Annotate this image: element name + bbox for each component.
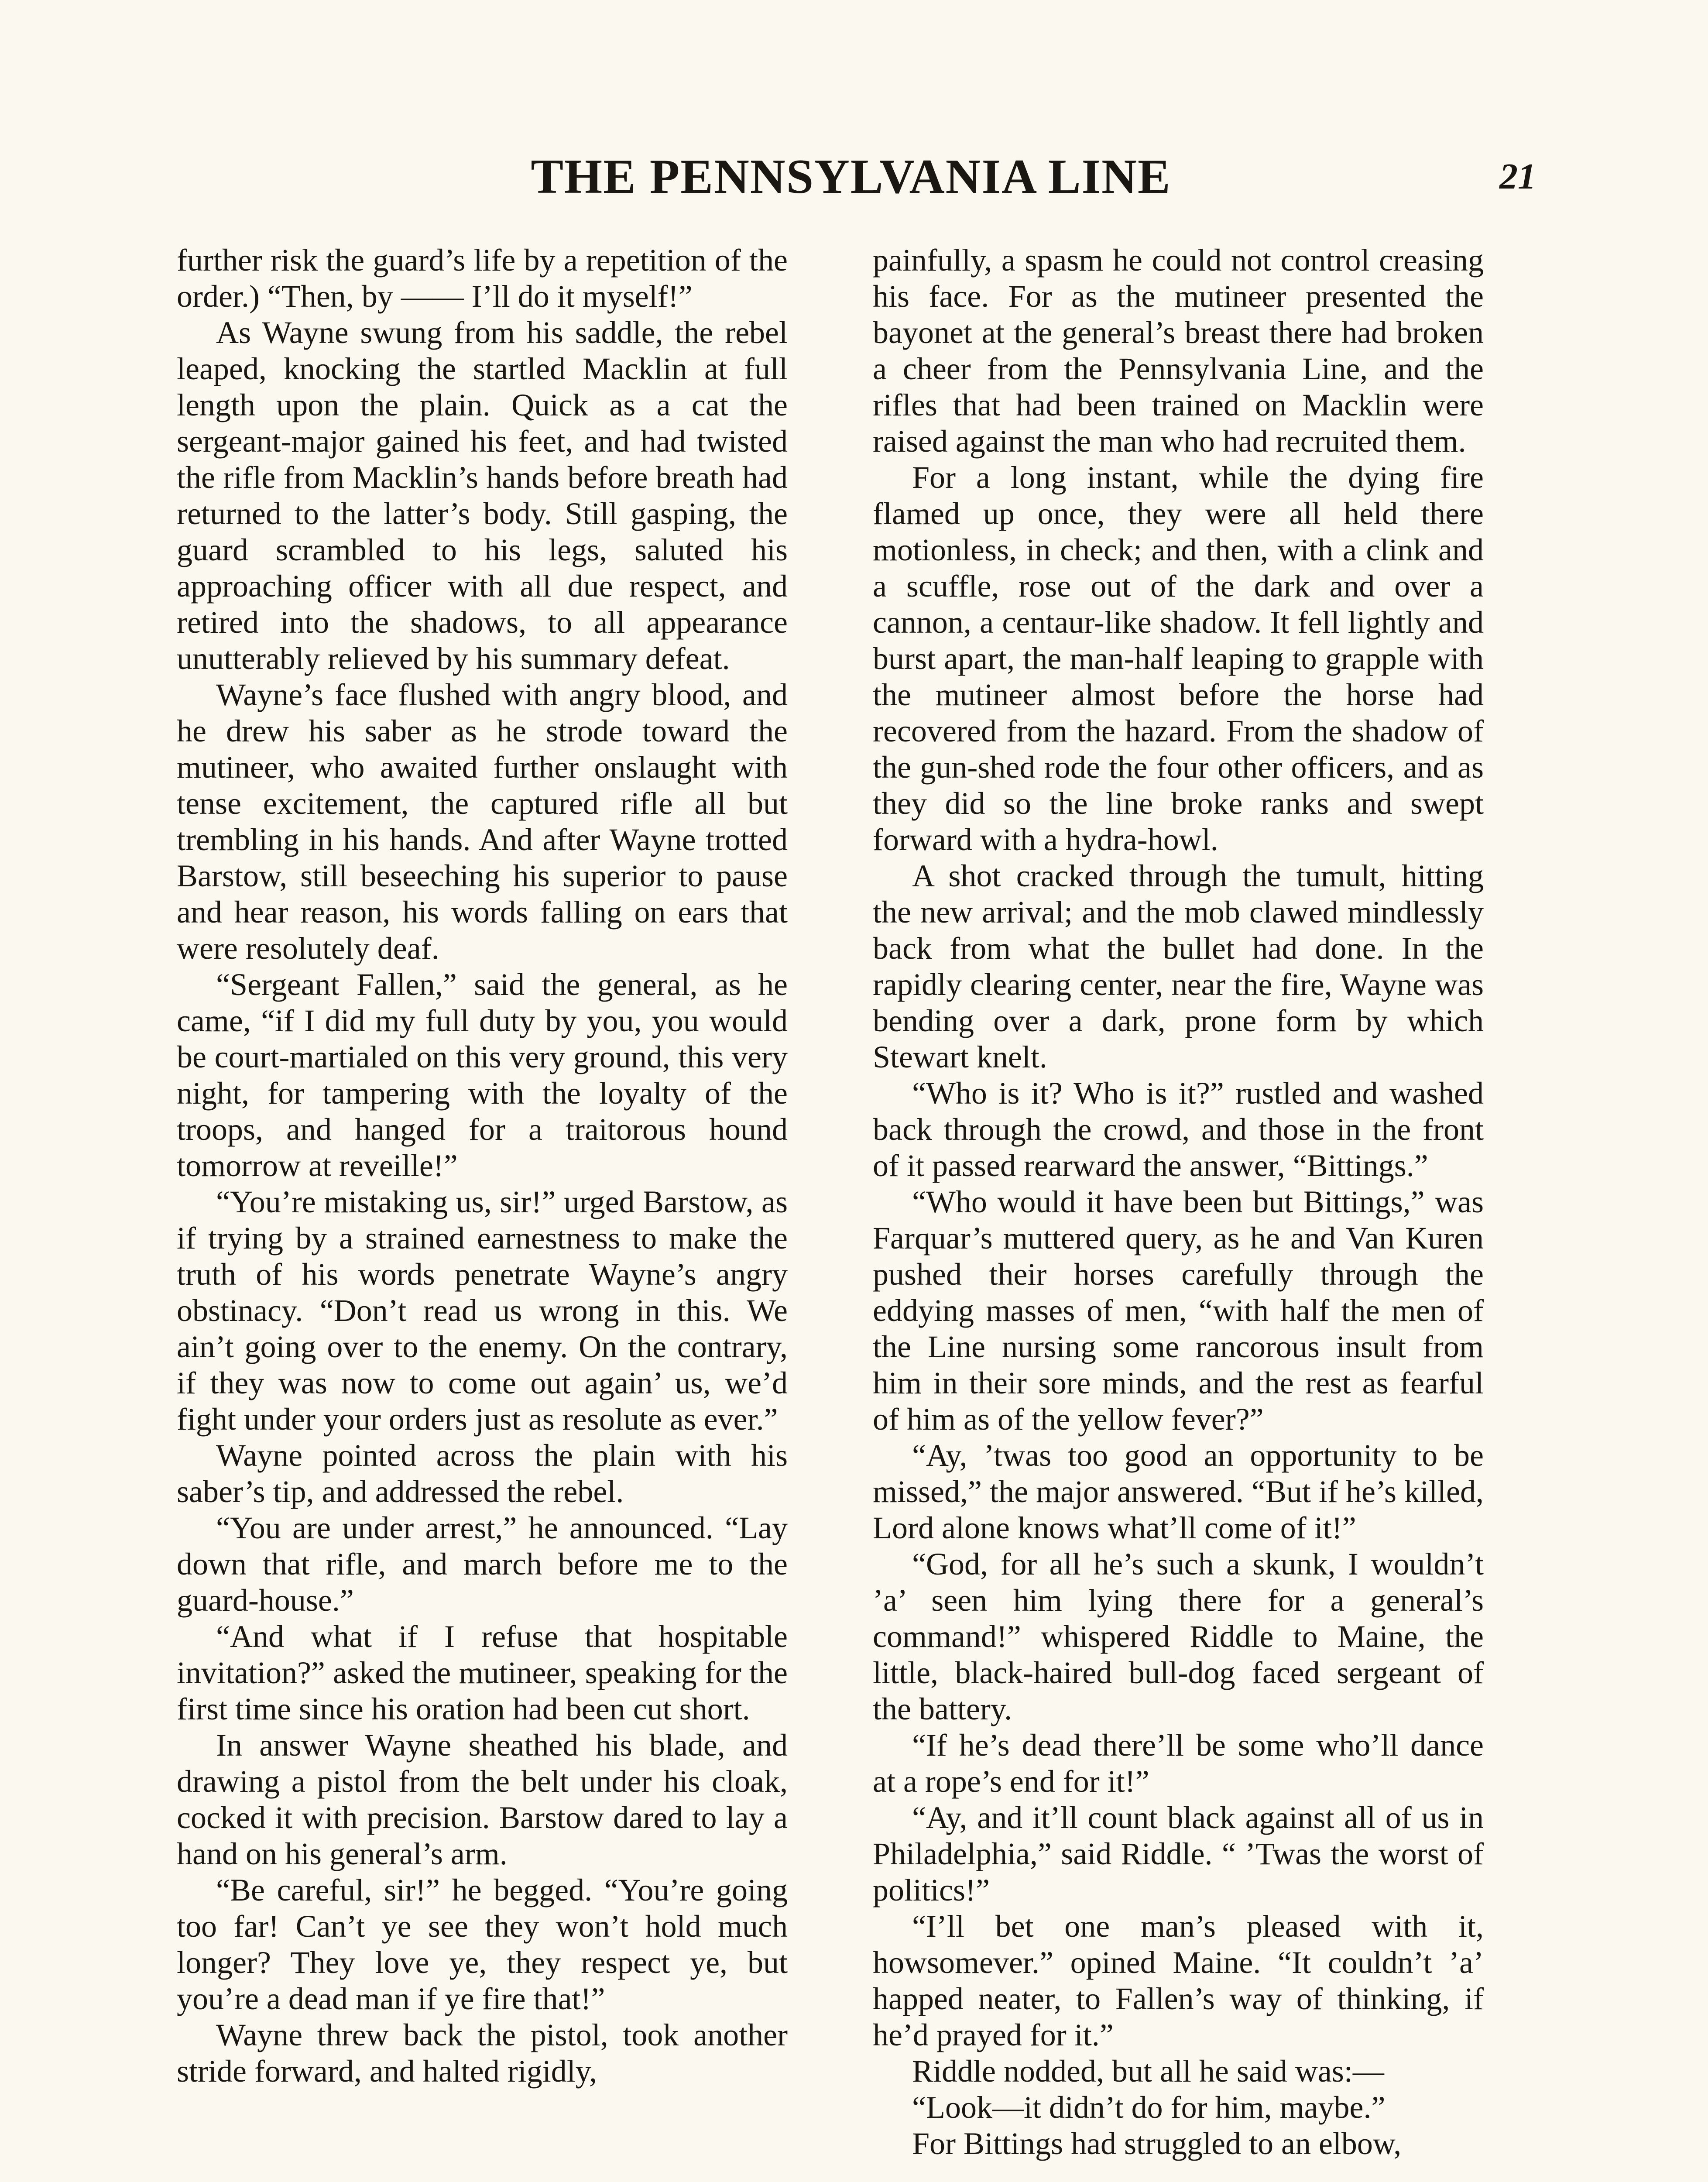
paragraph: “Look—it didn’t do for him, maybe.” — [912, 2090, 1386, 2125]
paragraph: “Sergeant Fallen,” said the general, as he came, “if I did my full duty by you, you would be court-martialed on this very ground, this very night, for tampering with the loyalty of the troops, and hanged for a traitorous hound tomorrow at reveille!” — [177, 967, 788, 1183]
paragraph: painfully, a spasm he could not control creasing his face. For as the mutineer presented the bayonet at the general’s breast there had broken a cheer from the Pennsylvania Line, and the rifles that had been trained on Macklin were raised against the man who had recruited them. — [873, 243, 1484, 459]
paragraph: Wayne’s face flushed with angry blood, and he drew his saber as he strode toward the mutineer, who awaited further onslaught with tense excitement, the captured rifle all but trembling in his hands. And after Wayne trotted Barstow, still beseeching his superior to pause and hear reason, his words falling on ears that were resolutely deaf. — [177, 677, 788, 966]
paragraph: “Be careful, sir!” he begged. “You’re going too far! Can’t ye see they won’t hold much longer? They love ye, they respect ye, but you’re a dead man if ye fire that!” — [177, 1873, 788, 2016]
paragraph: “I’ll bet one man’s pleased with it, howsomever.” opined Maine. “It couldn’t ’a’ happed neater, to Fallen’s way of thinking, if he’d prayed for it.” — [873, 1909, 1484, 2052]
paragraph: “God, for all he’s such a skunk, I wouldn’t ’a’ seen him lying there for a general’s command!” whispered Riddle to Maine, the little, black-haired bull-dog faced sergeant of the battery. — [873, 1547, 1484, 1726]
paragraph: “If he’s dead there’ll be some who’ll dance at a rope’s end for it!” — [873, 1728, 1484, 1799]
paragraph: “You are under arrest,” he announced. “Lay down that rifle, and march before me to the guard-house.” — [177, 1510, 788, 1618]
right-column — [873, 242, 1484, 2162]
page-number: 21 — [1499, 156, 1536, 197]
paragraph: “Who is it? Who is it?” rustled and washed back through the crowd, and those in the front of it passed rearward the answer, “Bittings.” — [873, 1076, 1484, 1183]
running-title: THE PENNSYLVANIA LINE — [531, 150, 1171, 204]
paragraph: “You’re mistaking us, sir!” urged Barstow, as if trying by a strained earnestness to make the truth of his words penetrate Wayne’s angry obstinacy. “Don’t read us wrong in this. We ain’t going over to the enemy. On the contrary, if they was now to come out again’ us, we’d fight under your orders just as resolute as ever.” — [177, 1184, 788, 1437]
paragraph: For a long instant, while the dying fire flamed up once, they were all held there motionless, in check; and then, with a clink and a scuffle, rose out of the dark and over a cannon, a centaur-like shadow. It fell lightly and burst apart, the man-half leaping to grapple with the mutineer almost before the horse had recovered from the hazard. From the shadow of the gun-shed rode the four other officers, and as they did so the line broke ranks and swept forward with a hydra-howl. — [873, 460, 1484, 857]
page-header — [175, 144, 1536, 209]
paragraph: A shot cracked through the tumult, hitting the new arrival; and the mob clawed mindlessly back from what the bullet had done. In the rapidly clearing center, near the fire, Wayne was bending over a dark, prone form by which Stewart knelt. — [873, 858, 1484, 1074]
left-column — [177, 242, 788, 2089]
paragraph: In answer Wayne sheathed his blade, and drawing a pistol from the belt under his cloak, cocked it with precision. Barstow dared to lay a hand on his general’s arm. — [177, 1728, 788, 1871]
paragraph: “Ay, ’twas too good an opportunity to be missed,” the major answered. “But if he’s killed, Lord alone knows what’ll come of it!” — [873, 1438, 1484, 1545]
paragraph: As Wayne swung from his saddle, the rebel leaped, knocking the startled Macklin at full length upon the plain. Quick as a cat the sergeant-major gained his feet, and had twisted the rifle from Macklin’s hands before breath had returned to the latter’s body. Still gasping, the guard scrambled to his legs, saluted his approaching officer with all due respect, and retired into the shadows, to all appearance unutterably relieved by his summary defeat. — [177, 315, 788, 676]
paragraph: “And what if I refuse that hospitable invitation?” asked the mutineer, speaking for the first time since his oration had been cut short. — [177, 1619, 788, 1726]
paragraph: further risk the guard’s life by a repetition of the order.) “Then, by —— I’ll do it myself!” — [177, 243, 788, 314]
paragraph: Wayne pointed across the plain with his saber’s tip, and addressed the rebel. — [177, 1438, 788, 1509]
paragraph: For Bittings had struggled to an elbow, — [912, 2126, 1402, 2161]
paragraph: Riddle nodded, but all he said was:— — [912, 2054, 1384, 2089]
paragraph: Wayne threw back the pistol, took another stride forward, and halted rigidly, — [177, 2017, 788, 2089]
paragraph: “Ay, and it’ll count black against all of us in Philadelphia,” said Riddle. “ ’Twas the worst of politics!” — [873, 1800, 1484, 1908]
paragraph: “Who would it have been but Bittings,” was Farquar’s muttered query, as he and Van Kuren pushed their horses carefully through the eddying masses of men, “with half the men of the Line nursing some rancorous insult from him in their sore minds, and the rest as fearful of him as of the yellow fever?” — [873, 1184, 1484, 1437]
